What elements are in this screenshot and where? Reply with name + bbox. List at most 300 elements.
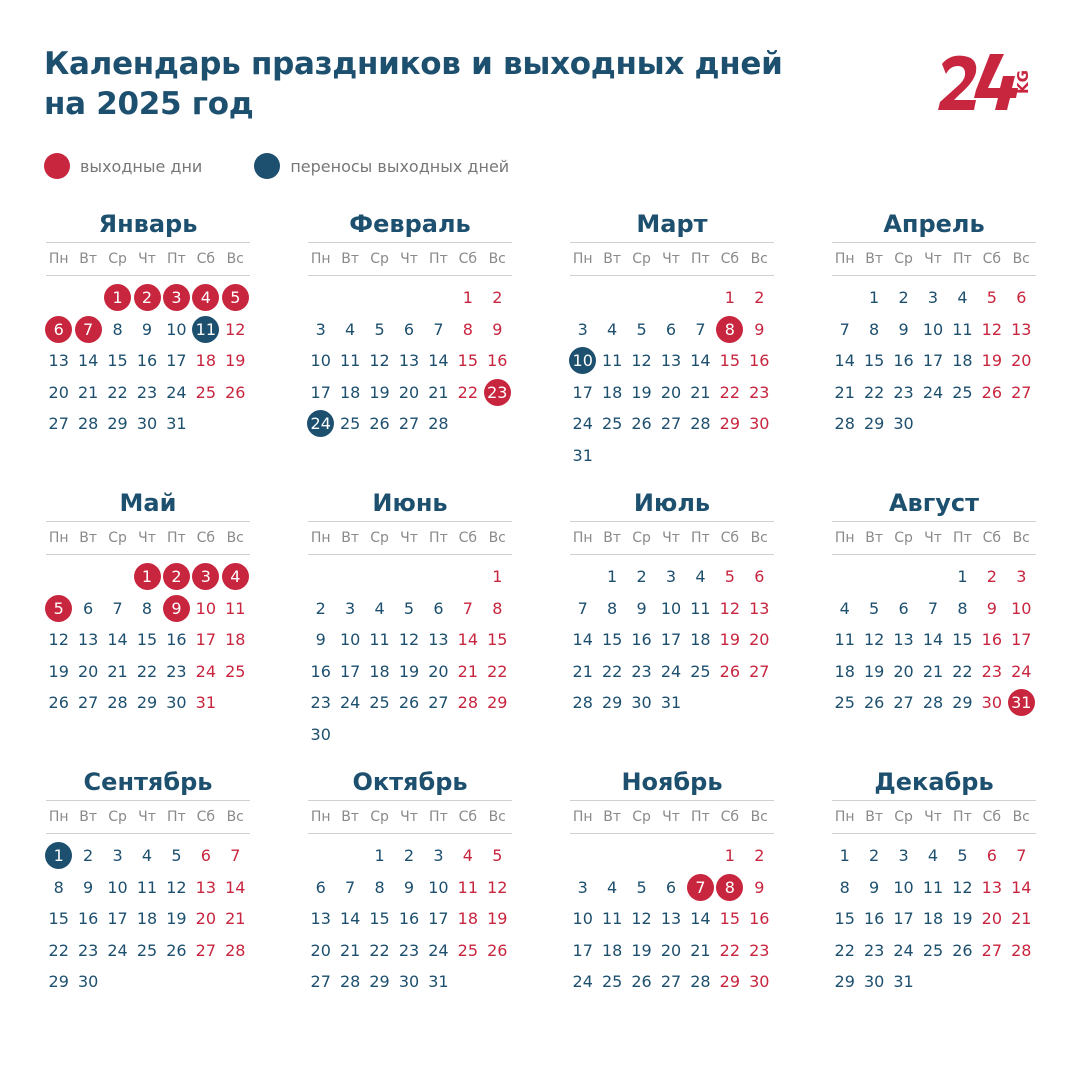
transfer-day: 11	[192, 316, 219, 343]
calendar-day: 20	[48, 382, 69, 402]
calendar-day: 30	[749, 414, 770, 434]
weekday-label: Пн	[310, 530, 331, 546]
calendar-day: 5	[374, 319, 385, 339]
weekday-label: Пт	[167, 530, 186, 546]
holiday-day: 8	[716, 316, 743, 343]
calendar-day: 18	[601, 382, 623, 402]
weekday-label: Сб	[458, 809, 478, 825]
calendar-day: 26	[487, 940, 508, 960]
calendar-day: 28	[690, 972, 711, 992]
calendar-day: 1	[462, 288, 473, 307]
weekday-label: Вс	[750, 530, 768, 546]
calendar-day: 27	[428, 693, 449, 713]
calendar-day: 13	[310, 909, 331, 929]
calendar-day: 4	[607, 319, 618, 339]
calendar-day: 17	[660, 630, 682, 650]
weekday-header	[44, 522, 252, 554]
calendar-day: 30	[863, 972, 885, 992]
weekday-label: Пт	[691, 809, 710, 825]
calendar-day: 21	[457, 661, 479, 681]
calendar-day: 10	[310, 351, 331, 371]
calendar-day: 16	[863, 909, 885, 929]
calendar-day: 13	[428, 630, 449, 650]
calendar-day: 2	[869, 846, 880, 865]
calendar-day: 3	[315, 319, 326, 339]
calendar-day: 20	[749, 630, 770, 650]
weekday-label: Вс	[488, 251, 506, 267]
calendar-day: 5	[724, 567, 735, 586]
calendar-day: 17	[572, 940, 593, 960]
calendar-day: 9	[754, 319, 765, 339]
weekday-label: Пн	[572, 251, 593, 267]
calendar-day: 27	[981, 940, 1003, 960]
legend-label-transfer: переносы выходных дней	[290, 156, 510, 176]
calendar-day: 15	[863, 351, 885, 371]
calendar-day: 10	[572, 909, 593, 929]
calendar-day: 30	[631, 693, 652, 713]
month-7	[568, 485, 776, 719]
calendar-day: 23	[981, 661, 1003, 681]
weekday-label: Ср	[632, 251, 651, 267]
month-name: Апрель	[883, 210, 985, 238]
calendar-day: 6	[83, 598, 94, 618]
calendar-day: 19	[48, 661, 69, 681]
weekday-label: Сб	[982, 251, 1002, 267]
calendar-day: 19	[225, 351, 246, 371]
calendar-day: 31	[893, 972, 914, 992]
calendar-day: 17	[166, 351, 187, 371]
month-name: Февраль	[349, 210, 471, 238]
calendar-day: 21	[690, 382, 711, 402]
weekday-label: Ср	[370, 809, 389, 825]
calendar-day: 25	[690, 661, 711, 681]
calendar-day: 11	[952, 319, 973, 339]
weekday-label: Вс	[226, 809, 244, 825]
calendar-day: 26	[369, 414, 390, 434]
calendar-day: 15	[107, 351, 128, 371]
calendar-day: 9	[315, 630, 326, 650]
calendar-day: 1	[957, 567, 968, 586]
calendar-day: 1	[839, 846, 850, 865]
calendar-day: 18	[952, 351, 973, 371]
calendar-day: 26	[719, 661, 741, 681]
weekday-label: Ср	[108, 809, 127, 825]
calendar-day: 13	[981, 877, 1003, 897]
weekday-label: Сб	[196, 251, 216, 267]
calendar-day: 15	[369, 909, 390, 929]
calendar-day: 27	[48, 414, 69, 434]
calendar-day: 14	[339, 909, 361, 929]
month-name: Сентябрь	[83, 768, 213, 796]
calendar-day: 29	[719, 414, 741, 434]
calendar-day: 27	[77, 693, 99, 713]
calendar-day: 27	[660, 414, 682, 434]
calendar-day: 6	[315, 877, 326, 897]
calendar-day: 10	[660, 598, 682, 618]
month-8	[830, 485, 1038, 719]
weekday-label: Вт	[603, 809, 622, 825]
calendar-day: 26	[166, 940, 187, 960]
month-2	[306, 206, 514, 440]
calendar-day: 21	[339, 940, 361, 960]
calendar-day: 12	[952, 877, 973, 897]
calendar-day: 18	[922, 909, 944, 929]
calendar-day: 15	[457, 351, 479, 371]
calendar-day: 13	[48, 351, 69, 371]
calendar-day: 8	[374, 877, 385, 897]
holiday-day: 6	[45, 316, 72, 343]
calendar-day: 24	[893, 940, 914, 960]
calendar-day: 24	[572, 414, 593, 434]
month-name: Январь	[98, 210, 198, 238]
calendar-day: 1	[724, 288, 735, 307]
calendar-day: 18	[601, 940, 623, 960]
calendar-day: 24	[339, 693, 361, 713]
calendar-day: 26	[631, 414, 652, 434]
calendar-day: 10	[922, 319, 944, 339]
calendar-day: 6	[986, 846, 997, 865]
calendar-day: 6	[665, 319, 677, 339]
weekday-label: Пн	[834, 809, 855, 825]
weekday-header	[568, 522, 776, 554]
calendar-day: 23	[136, 382, 158, 402]
calendar-day: 25	[225, 661, 246, 681]
holiday-day: 4	[222, 563, 249, 590]
holiday-day: 7	[75, 316, 102, 343]
calendar-day: 1	[374, 846, 385, 865]
calendar-day: 5	[171, 846, 182, 865]
calendar-day: 14	[107, 630, 128, 650]
calendar-day: 25	[339, 414, 361, 434]
weekday-label: Чт	[138, 251, 156, 267]
weekday-label: Пн	[572, 530, 593, 546]
calendar-day: 16	[77, 909, 99, 929]
holiday-day: 1	[134, 563, 161, 590]
calendar-day: 1	[724, 846, 735, 865]
calendar-day: 20	[660, 382, 682, 402]
weekday-label: Сб	[458, 530, 478, 546]
calendar-day: 24	[166, 382, 187, 402]
month-name: Декабрь	[874, 768, 994, 796]
weekday-label: Ср	[632, 530, 651, 546]
calendar-day: 26	[398, 693, 420, 713]
calendar-day: 2	[492, 288, 503, 307]
calendar-day: 11	[601, 909, 623, 929]
calendar-day: 22	[136, 661, 158, 681]
calendar-day: 8	[869, 319, 880, 339]
calendar-day: 10	[428, 877, 449, 897]
calendar-day: 20	[398, 382, 420, 402]
calendar-day: 12	[981, 319, 1003, 339]
calendar-day: 16	[136, 351, 158, 371]
calendar-day: 26	[863, 693, 885, 713]
calendar-day: 23	[893, 382, 914, 402]
calendar-day: 29	[834, 972, 855, 992]
calendar-day: 15	[601, 630, 623, 650]
calendar-day: 21	[572, 661, 593, 681]
holiday-day: 23	[484, 379, 511, 406]
calendar-day: 7	[112, 598, 123, 618]
calendar-day: 17	[339, 661, 361, 681]
calendar-day: 6	[1016, 288, 1027, 307]
holiday-day: 5	[222, 284, 249, 311]
calendar-day: 19	[631, 940, 652, 960]
days-grid	[568, 834, 776, 998]
weekday-label: Вс	[226, 530, 244, 546]
calendar-day: 30	[893, 414, 914, 434]
calendar-day: 29	[107, 414, 128, 434]
calendar-day: 22	[952, 661, 973, 681]
calendar-day: 22	[719, 382, 741, 402]
calendar-day: 8	[141, 598, 153, 618]
weekday-label: Ср	[108, 251, 127, 267]
calendar-day: 9	[754, 877, 765, 897]
calendar-day: 27	[398, 414, 420, 434]
month-5	[44, 485, 252, 719]
calendar-day: 22	[457, 382, 479, 402]
calendar-day: 19	[952, 909, 973, 929]
calendar-day: 4	[462, 846, 473, 865]
weekday-label: Чт	[924, 251, 942, 267]
calendar-day: 17	[893, 909, 914, 929]
calendar-day: 18	[339, 382, 361, 402]
calendar-day: 10	[107, 877, 128, 897]
calendar-day: 24	[428, 940, 449, 960]
logo-sub-text: KG	[1014, 70, 1032, 94]
weekday-label: Пт	[953, 809, 972, 825]
calendar-day: 14	[77, 351, 99, 371]
calendar-day: 17	[572, 382, 593, 402]
weekday-label: Чт	[138, 809, 156, 825]
calendar-day: 2	[754, 846, 765, 865]
calendar-day: 23	[77, 940, 99, 960]
calendar-day: 31	[572, 446, 593, 465]
calendar-day: 16	[893, 351, 914, 371]
calendar-day: 7	[1016, 846, 1027, 865]
calendar-day: 16	[487, 351, 508, 371]
calendar-day: 21	[107, 661, 128, 681]
days-grid	[568, 555, 776, 719]
calendar-day: 26	[48, 693, 69, 713]
calendar-day: 21	[77, 382, 99, 402]
holiday-day: 3	[163, 284, 190, 311]
calendar-day: 12	[631, 351, 652, 371]
calendar-day: 2	[754, 288, 765, 307]
calendar-day: 17	[310, 382, 331, 402]
weekday-label: Вт	[341, 530, 360, 546]
holiday-day: 5	[45, 595, 72, 622]
calendar-day: 7	[839, 319, 850, 339]
calendar-day: 19	[369, 382, 390, 402]
weekday-label: Чт	[924, 809, 942, 825]
calendar-day: 2	[636, 567, 647, 586]
calendar-day: 6	[433, 598, 444, 618]
legend-item-holiday	[44, 153, 202, 179]
weekday-label: Пн	[834, 251, 855, 267]
calendar-day: 10	[195, 598, 217, 618]
calendar-day: 21	[225, 909, 246, 929]
transfer-day: 1	[45, 842, 72, 869]
calendar-day: 24	[195, 661, 217, 681]
calendar-day: 21	[922, 661, 944, 681]
month-1	[44, 206, 252, 440]
calendar-day: 4	[345, 319, 356, 339]
calendar-day: 28	[922, 693, 944, 713]
month-name: Август	[888, 489, 980, 517]
calendar-day: 25	[952, 382, 973, 402]
calendar-day: 15	[834, 909, 855, 929]
calendar-day: 19	[166, 909, 187, 929]
calendar-day: 14	[690, 909, 711, 929]
calendar-day: 13	[398, 351, 420, 371]
weekday-label: Вт	[79, 809, 98, 825]
month-11	[568, 764, 776, 998]
calendar-day: 12	[863, 630, 885, 650]
weekday-label: Ср	[894, 251, 913, 267]
calendar-day: 30	[398, 972, 420, 992]
calendar-day: 8	[957, 598, 968, 618]
calendar-day: 20	[981, 909, 1003, 929]
calendar-day: 15	[952, 630, 973, 650]
calendar-day: 14	[428, 351, 449, 371]
calendar-day: 7	[577, 598, 588, 618]
calendar-day: 2	[83, 846, 94, 865]
weekday-label: Вс	[1012, 530, 1030, 546]
calendar-day: 15	[487, 630, 508, 650]
calendar-day: 17	[195, 630, 217, 650]
calendar-day: 30	[136, 414, 158, 434]
weekday-label: Пт	[691, 251, 710, 267]
calendar-day: 13	[77, 630, 99, 650]
weekday-label: Вт	[79, 530, 98, 546]
holiday-day: 8	[716, 874, 743, 901]
weekday-label: Пт	[691, 530, 710, 546]
calendar-day: 3	[1016, 567, 1027, 586]
calendar-day: 1	[869, 288, 880, 307]
calendar-day: 8	[112, 319, 123, 339]
title-line-2: на 2025 год	[44, 86, 254, 122]
calendar-day: 25	[601, 414, 623, 434]
calendar-day: 16	[749, 909, 770, 929]
calendar-day: 20	[1011, 351, 1032, 371]
calendar-day: 20	[660, 940, 682, 960]
calendar-day: 13	[749, 598, 770, 618]
legend	[44, 152, 561, 180]
calendar-day: 10	[166, 319, 187, 339]
month-name: Май	[119, 489, 177, 517]
calendar-day: 12	[48, 630, 69, 650]
calendar-day: 23	[631, 661, 652, 681]
calendar-day: 12	[719, 598, 741, 618]
weekday-label: Вт	[603, 251, 622, 267]
holiday-day: 2	[163, 563, 190, 590]
calendar-day: 2	[315, 598, 326, 618]
weekday-label: Чт	[400, 809, 418, 825]
calendar-day: 4	[607, 877, 618, 897]
holiday-day: 7	[687, 874, 714, 901]
calendar-day: 26	[952, 940, 973, 960]
calendar-day: 15	[719, 351, 741, 371]
calendar-day: 6	[754, 567, 765, 586]
calendar-day: 7	[433, 319, 444, 339]
weekday-label: Сб	[982, 530, 1002, 546]
weekday-label: Вт	[865, 530, 884, 546]
weekday-label: Вт	[603, 530, 622, 546]
weekday-label: Чт	[400, 251, 418, 267]
calendar-day: 1	[607, 567, 618, 586]
weekday-label: Сб	[196, 809, 216, 825]
weekday-header	[830, 243, 1038, 275]
calendar-day: 18	[369, 661, 390, 681]
weekday-label: Чт	[400, 530, 418, 546]
weekday-label: Пн	[310, 809, 331, 825]
weekday-label: Вт	[341, 809, 360, 825]
calendar-day: 11	[136, 877, 158, 897]
calendar-day: 9	[869, 877, 880, 897]
calendar-day: 24	[922, 382, 944, 402]
calendar-day: 8	[53, 877, 64, 897]
calendar-day: 12	[398, 630, 420, 650]
calendar-day: 7	[695, 319, 706, 339]
calendar-day: 4	[141, 846, 153, 865]
month-name: Октябрь	[352, 768, 468, 796]
calendar-day: 23	[749, 940, 770, 960]
weekday-label: Пн	[310, 251, 331, 267]
calendar-day: 16	[310, 661, 331, 681]
days-grid	[830, 834, 1038, 998]
calendar-day: 19	[398, 661, 420, 681]
page-title	[44, 44, 864, 124]
calendar-day: 18	[136, 909, 158, 929]
calendar-day: 8	[607, 598, 618, 618]
calendar-day: 16	[749, 351, 770, 371]
calendar-day: 18	[834, 661, 855, 681]
calendar-day: 13	[660, 351, 682, 371]
calendar-day: 29	[487, 693, 508, 713]
calendar-day: 22	[601, 661, 623, 681]
calendar-day: 9	[492, 319, 503, 339]
calendar-day: 27	[1011, 382, 1032, 402]
holiday-day: 4	[192, 284, 219, 311]
calendar-day: 29	[719, 972, 741, 992]
calendar-day: 28	[1011, 940, 1032, 960]
calendar-day: 4	[374, 598, 385, 618]
month-4	[830, 206, 1038, 440]
calendar-day: 29	[863, 414, 885, 434]
calendar-day: 31	[195, 693, 217, 713]
calendar-day: 4	[695, 567, 706, 586]
calendar-day: 29	[136, 693, 158, 713]
calendar-day: 3	[433, 846, 444, 865]
calendar-day: 30	[981, 693, 1003, 713]
transfer-day: 10	[569, 347, 596, 374]
calendar-day: 15	[136, 630, 158, 650]
month-10	[306, 764, 514, 998]
calendar-day: 19	[487, 909, 508, 929]
calendar-day: 27	[660, 972, 682, 992]
calendar-day: 15	[48, 909, 69, 929]
calendar-day: 19	[631, 382, 652, 402]
holiday-day: 9	[163, 595, 190, 622]
days-grid	[306, 276, 514, 440]
weekday-label: Вт	[79, 251, 98, 267]
calendar-day: 28	[225, 940, 246, 960]
calendar-day: 29	[48, 972, 69, 992]
logo-24kg	[936, 50, 1040, 114]
holiday-day: 31	[1008, 689, 1035, 716]
calendar-day: 5	[986, 288, 997, 307]
calendar-day: 25	[369, 693, 390, 713]
